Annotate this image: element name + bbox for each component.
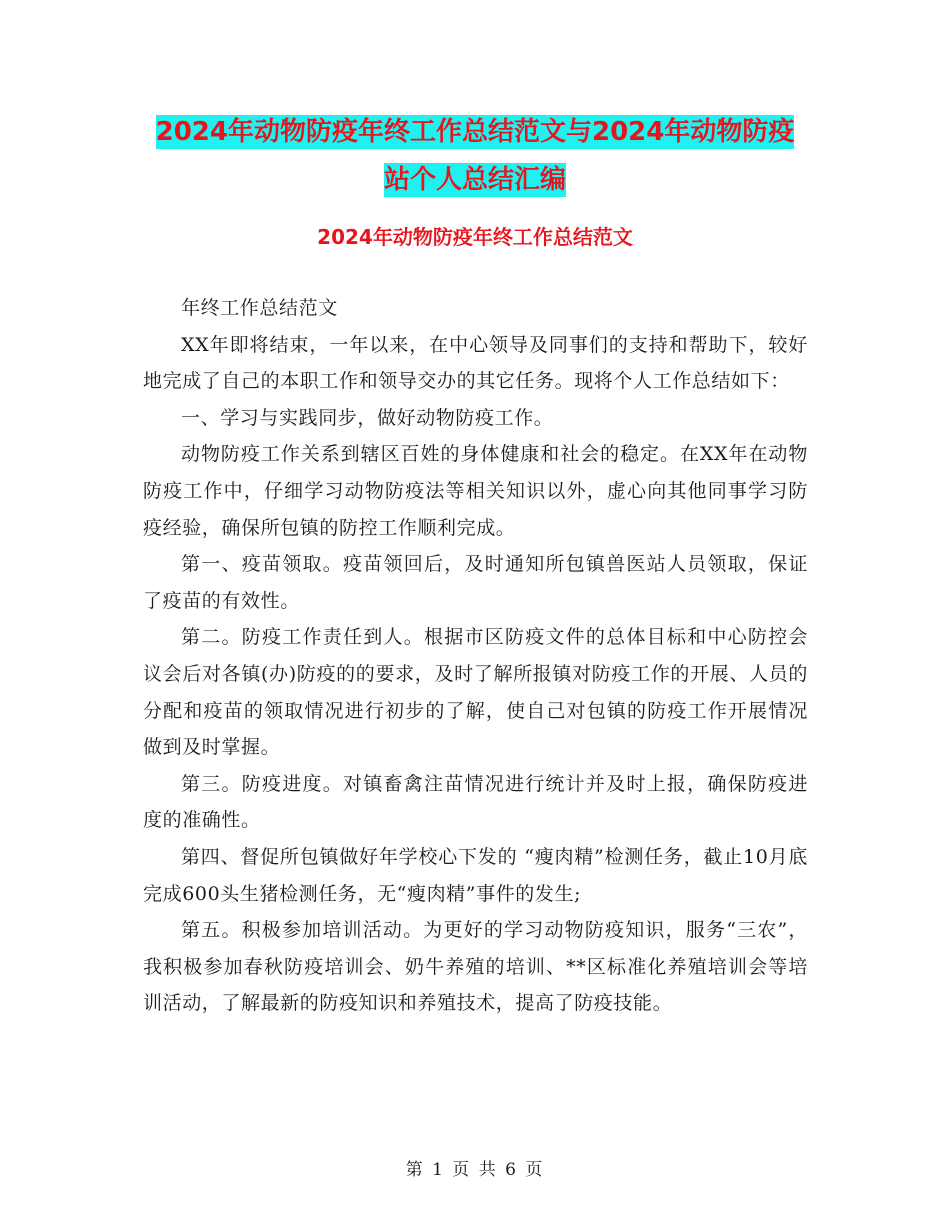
paragraph-4: 第一、疫苗领取。疫苗领回后，及时通知所包镇兽医站人员领取，保证了疫苗的有效性。 [143,553,808,612]
paragraph-3: 动物防疫工作关系到辖区百姓的身体健康和社会的稳定。在XX年在动物防疫工作中，仔细学习动物防疫法等相关知识以外，虚心向其他同事学习防疫经验，确保所包镇的防控工作顺利完成。 [143,443,808,539]
paragraph-1: XX年即将结束，一年以来，在中心领导及同事们的支持和帮助下，较好地完成了自己的本职工作和领导交办的其它任务。现将个人工作总结如下： [143,333,808,393]
page-footer: 第 1 页 共 6 页 [405,1160,545,1180]
paragraph-5: 第二。防疫工作责任到人。根据市区防疫文件的总体目标和中心防控会议会后对各镇(办)防疫的的要求，及时了解所报镇对防疫工作的开展、人员的分配和疫苗的领取情况进行初步的了解，使自己对包镇的防疫工作开展情况做到及时掌握。 [143,626,808,759]
document-title-line-2: 站个人总结汇编 [383,165,566,195]
paragraph-6: 第三。防疫进度。对镇畜禽注苗情况进行统计并及时上报，确保防疫进度的准确性。 [143,772,808,832]
document-title-line-1: 2024年动物防疫年终工作总结范文与2024年动物防疫 [155,117,795,147]
paragraph-7: 第四、督促所包镇做好年学校心下发的 “瘦肉精”检测任务，截止10月底完成600头生猪检测任务，无“瘦肉精”事件的发生; [143,845,808,905]
paragraph-2: 一、学习与实践同步，做好动物防疫工作。 [181,406,554,429]
paragraph-0: 年终工作总结范文 [181,297,338,319]
document-body [143,290,808,1022]
paragraph-8: 第五。积极参加培训活动。为更好的学习动物防疫知识，服务“三农”，我积极参加春秋防疫培训会、奶牛养殖的培训、**区标准化养殖培训会等培训活动，了解最新的防疫知识和养殖技术，提高了防疫技能。 [143,919,808,1015]
document-title [0,108,950,204]
section-title: 2024年动物防疫年终工作总结范文 [317,225,633,249]
